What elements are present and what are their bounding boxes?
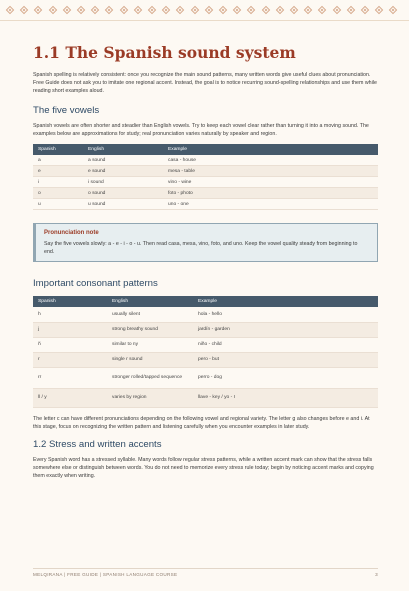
page-number: 3 xyxy=(375,572,378,577)
table-cell: foto - photo xyxy=(163,188,378,199)
intro-paragraph: Spanish spelling is relatively consistent: once you recognize the main sound patterns, many written words give useful clues about pronunciation. Free Guide does not ask you to imitate one regional accent. Instead, the goal is to notice recurring sound-spelling relationships and use them while reading short examples aloud. xyxy=(33,72,377,94)
diamond-ornament-icon xyxy=(290,6,298,14)
diamond-ornament-icon xyxy=(91,6,99,14)
table-cell: r xyxy=(33,352,107,367)
consonants-heading: Important consonant patterns xyxy=(33,278,158,289)
diamond-ornament-icon xyxy=(77,6,85,14)
table-cell: perro - dog xyxy=(193,367,378,388)
diamond-ornament-icon xyxy=(162,6,170,14)
table-row xyxy=(33,155,378,166)
diamond-ornament-icon xyxy=(375,6,383,14)
section-title: 1.1 The Spanish sound system xyxy=(33,43,296,62)
column-header: Spanish xyxy=(33,144,83,155)
diamond-ornament-icon xyxy=(389,6,397,14)
footer-text: MELQIRANA | FREE GUIDE | SPANISH LANGUAGE COURSE xyxy=(33,572,178,577)
table-cell: j xyxy=(33,322,107,337)
table-cell: e xyxy=(33,166,83,177)
table-cell: ll / y xyxy=(33,388,107,407)
diamond-ornament-icon xyxy=(176,6,184,14)
table-cell: stronger rolled/tapped sequence xyxy=(107,367,193,388)
diamond-ornament-icon xyxy=(247,6,255,14)
table-cell: h xyxy=(33,307,107,322)
diamond-ornament-icon xyxy=(34,6,42,14)
header-ornament-band xyxy=(0,0,409,22)
table-row xyxy=(33,322,378,337)
diamond-ornament-icon xyxy=(219,6,227,14)
vowels-table-header xyxy=(33,144,378,155)
table-cell: hola - hello xyxy=(193,307,378,322)
diamond-ornament-icon xyxy=(119,6,127,14)
footer-divider xyxy=(33,568,378,569)
diamond-ornament-icon xyxy=(347,6,355,14)
table-row xyxy=(33,352,378,367)
diamond-ornament-icon xyxy=(318,6,326,14)
table-cell: a xyxy=(33,155,83,166)
diamond-ornament-icon xyxy=(63,6,71,14)
column-header: Example xyxy=(193,296,378,307)
pronunciation-note xyxy=(33,223,378,262)
table-cell: mesa - table xyxy=(163,166,378,177)
header-divider xyxy=(0,20,409,21)
diamond-ornament-icon xyxy=(20,6,28,14)
diamond-ornament-icon xyxy=(261,6,269,14)
table-cell: u sound xyxy=(83,199,163,210)
column-header: English xyxy=(107,296,193,307)
table-cell: i sound xyxy=(83,177,163,188)
table-cell: u xyxy=(33,199,83,210)
table-cell: llave - key / yo - I xyxy=(193,388,378,407)
table-cell: rr xyxy=(33,367,107,388)
diamond-ornament-icon xyxy=(148,6,156,14)
table-cell: a sound xyxy=(83,155,163,166)
table-cell: jardín - garden xyxy=(193,322,378,337)
diamond-ornament-icon xyxy=(6,6,14,14)
diamond-ornament-icon xyxy=(332,6,340,14)
diamond-ornament-icon xyxy=(48,6,56,14)
table-cell: niño - child xyxy=(193,337,378,352)
diamond-ornament-icon xyxy=(304,6,312,14)
table-cell: strong breathy sound xyxy=(107,322,193,337)
table-cell: o sound xyxy=(83,188,163,199)
table-cell: i xyxy=(33,177,83,188)
diamond-ornament-icon xyxy=(105,6,113,14)
table-cell: single r sound xyxy=(107,352,193,367)
vowels-heading: The five vowels xyxy=(33,105,100,116)
table-cell: usually silent xyxy=(107,307,193,322)
diamond-ornament-icon xyxy=(361,6,369,14)
table-cell: pero - but xyxy=(193,352,378,367)
vowels-paragraph: Spanish vowels are often shorter and steadier than English vowels. Try to keep each vowel clear rather than turning it into a moving sound. The examples below are approximations for study; real pronunciation varies naturally by speaker and region. xyxy=(33,123,369,137)
table-row xyxy=(33,367,378,388)
page-footer xyxy=(33,572,378,577)
table-cell: casa - house xyxy=(163,155,378,166)
table-row xyxy=(33,337,378,352)
column-header: Spanish xyxy=(33,296,107,307)
table-row xyxy=(33,307,378,322)
diamond-ornament-icon xyxy=(276,6,284,14)
column-header: English xyxy=(83,144,163,155)
table-row xyxy=(33,166,378,177)
table-row xyxy=(33,188,378,199)
vowels-table xyxy=(33,144,378,210)
table-row xyxy=(33,199,378,210)
diamond-ornament-icon xyxy=(205,6,213,14)
table-cell: similar to ny xyxy=(107,337,193,352)
table-cell: varies by region xyxy=(107,388,193,407)
note-title: Pronunciation note xyxy=(44,230,99,236)
stress-paragraph: Every Spanish word has a stressed syllable. Many words follow regular stress patterns, while a written accent mark can show that the stress falls somewhere else or distinguish between words. You do not need to memorize every stress rule today; begin by noticing accent marks and copying them exactly when writing. xyxy=(33,456,374,479)
column-header: Example xyxy=(163,144,378,155)
table-cell: e sound xyxy=(83,166,163,177)
diamond-ornament-icon xyxy=(190,6,198,14)
table-cell: o xyxy=(33,188,83,199)
consonants-table xyxy=(33,296,378,408)
table-cell: uno - one xyxy=(163,199,378,210)
page-content xyxy=(33,43,378,480)
note-text: Say the five vowels slowly: a - e - i - o - u. Then read casa, mesa, vino, foto, and uno. Keep the vowel quality steady from beginning to end. xyxy=(44,241,358,255)
consonants-paragraph: The letter c can have different pronunciations depending on the following vowel and regional variety. The letter g also changes before e and i. At this stage, focus on recognizing the written pattern and listening carefully when you encounter examples in later study. xyxy=(33,415,370,430)
table-cell: vino - wine xyxy=(163,177,378,188)
diamond-ornament-icon xyxy=(233,6,241,14)
stress-heading: 1.2 Stress and written accents xyxy=(33,438,162,450)
table-row xyxy=(33,177,378,188)
table-cell: ñ xyxy=(33,337,107,352)
table-row xyxy=(33,388,378,407)
consonants-table-header xyxy=(33,296,378,307)
diamond-ornament-icon xyxy=(134,6,142,14)
